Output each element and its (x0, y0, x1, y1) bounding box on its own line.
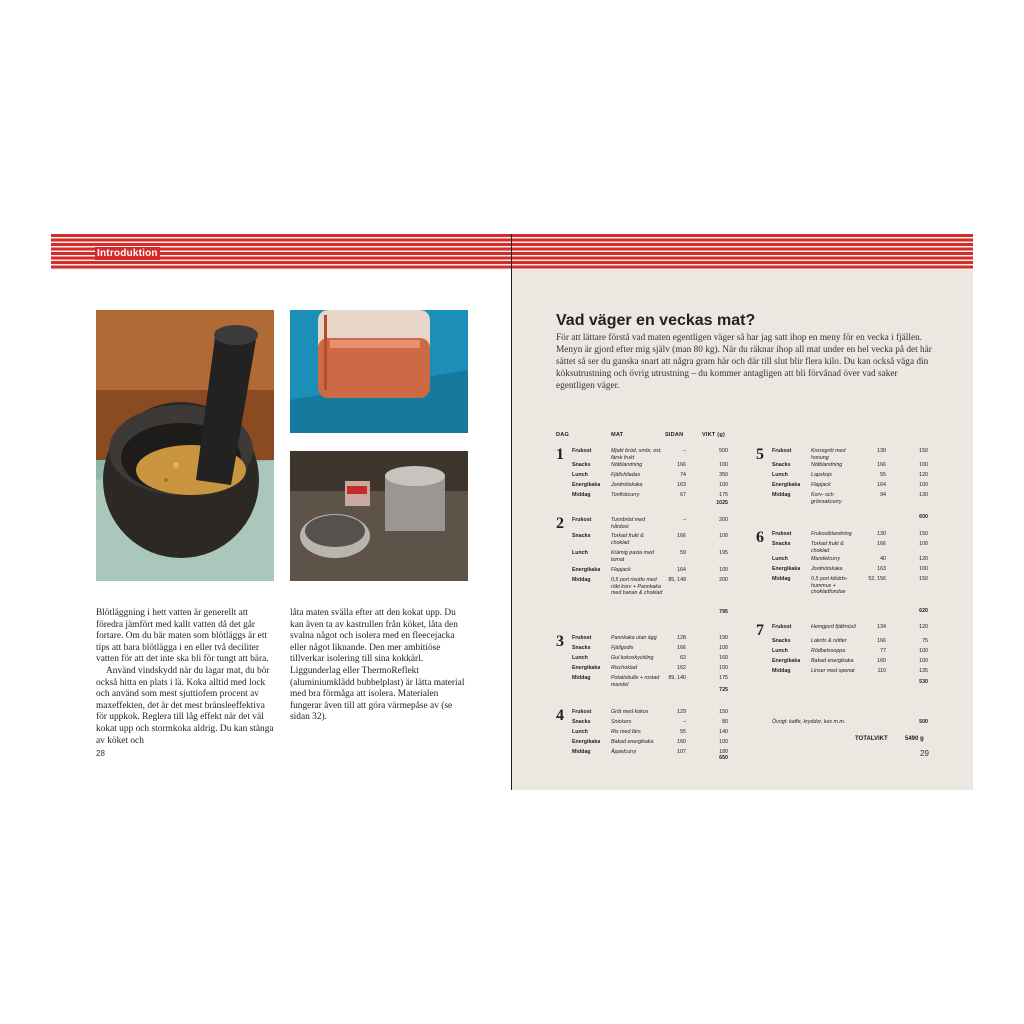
meal-type: Middag (572, 749, 591, 755)
recipe-page: 63 (680, 655, 686, 661)
food-name: Flapjack (811, 482, 831, 488)
day-total: 795 (719, 609, 728, 615)
weight-value: 100 (719, 665, 728, 671)
meal-type: Middag (572, 492, 591, 498)
food-name: Pannkaka utan ägg (611, 635, 657, 641)
food-name: Krämig pasta med tomat (611, 550, 654, 563)
meal-type: Lunch (572, 729, 588, 735)
weight-value: 80 (722, 719, 728, 725)
intro-text: För att lättare förstå vad maten egentligen väger så har jag satt ihop en meny för en vecka i fjällen. Menyn är gjord efter mig själv (man 80 kg). När du räknar ihop all mat under en hel vecka på det här sättet så ser du ganska snart att några gram här och där till slut blir flera kilo. Du kan också väga din köksutrustning och övrig utrustning – du kommer antagligen att bli förvånad över vad saker egentligen väger. (556, 333, 932, 391)
weight-value: 140 (719, 729, 728, 735)
weight-value: 175 (719, 492, 728, 498)
food-name: Linser med spenat (811, 668, 855, 674)
left-page (51, 270, 511, 790)
meal-type: Energikaka (572, 482, 601, 488)
weight-value: 100 (919, 541, 928, 547)
meal-type: Energikaka (572, 739, 601, 745)
weight-value: 100 (919, 462, 928, 468)
page-number-left: 28 (96, 749, 105, 758)
weight-value: 100 (919, 648, 928, 654)
food-name: Torkad frukt & choklad (811, 541, 844, 554)
recipe-page: 94 (880, 492, 886, 498)
meal-type: Lunch (772, 648, 788, 654)
paragraph: Blötläggning i hett vatten är generellt att föredra jämfört med kallt vatten då det går fortare. Om du bär maten som blötläggs är ett tips att bara blötlägga i en eller två deciliter vatten för att det inte ska bli för tungt att bära. (96, 608, 269, 665)
misc-value: 500 (919, 719, 928, 725)
weight-value: 150 (919, 448, 928, 454)
weight-value: 120 (919, 472, 928, 478)
weight-value: 100 (719, 462, 728, 468)
food-name: Tonfiskcurry (611, 492, 640, 498)
weight-value: 120 (919, 624, 928, 630)
food-name: Snickers (611, 719, 632, 725)
meal-type: Frukost (772, 624, 792, 630)
meal-type: Snacks (772, 638, 791, 644)
meal-type: Snacks (572, 462, 591, 468)
food-name: Flapjack (611, 567, 631, 573)
weight-value: 100 (919, 566, 928, 572)
weight-value: 100 (919, 482, 928, 488)
meal-type: Lunch (772, 472, 788, 478)
food-name: Lakrits & nötter (811, 638, 847, 644)
recipe-page: 89, 140 (668, 675, 686, 681)
meal-type: Energikaka (772, 482, 801, 488)
recipe-page: – (683, 448, 686, 454)
weight-value: 180 (719, 749, 728, 755)
weight-value: 150 (919, 576, 928, 582)
food-name: Korv- och grönsakcurry (811, 492, 842, 505)
day-number: 1 (556, 446, 564, 463)
recipe-page: 77 (880, 648, 886, 654)
recipe-page: – (683, 517, 686, 523)
weight-value: 200 (719, 517, 728, 523)
recipe-page: 107 (677, 749, 686, 755)
photo-jar (290, 310, 468, 433)
meal-type: Frukost (572, 448, 592, 454)
meal-type: Snacks (772, 462, 791, 468)
food-name: Fjällgodis (611, 645, 634, 651)
weight-value: 150 (919, 531, 928, 537)
food-name: Gul kokoskyckling (611, 655, 654, 661)
weight-value: 135 (919, 668, 928, 674)
meal-type: Energikaka (772, 566, 801, 572)
weight-value: 500 (719, 448, 728, 454)
meal-type: Snacks (572, 533, 591, 539)
day-total: 725 (719, 687, 728, 693)
food-name: Ris med färs (611, 729, 641, 735)
day-number: 6 (756, 529, 764, 546)
meal-type: Frukost (572, 517, 592, 523)
recipe-page: 166 (877, 462, 886, 468)
header-day: DAG (556, 432, 570, 438)
food-name: Potatisbulle + rostad mandel (611, 675, 660, 688)
recipe-page: 85, 149 (668, 577, 686, 583)
food-name: Nötblandning (811, 462, 843, 468)
recipe-page: 55 (680, 729, 686, 735)
food-name: 0,5 port kikärts-hummus + chokladfondue (811, 576, 848, 596)
meal-type: Frukost (572, 635, 592, 641)
weight-value: 100 (719, 482, 728, 488)
weight-value: 100 (719, 533, 728, 539)
recipe-page: 128 (677, 635, 686, 641)
meal-type: Lunch (572, 550, 588, 556)
total-value: 5490 g (905, 736, 924, 742)
recipe-page: 160 (877, 658, 886, 664)
food-name: Bakad energikaka (611, 739, 654, 745)
header-page: SIDAN (665, 432, 684, 438)
meal-type: Energikaka (772, 658, 801, 664)
day-total: 600 (919, 514, 928, 520)
meal-type: Energikaka (572, 567, 601, 573)
day-number: 7 (756, 622, 764, 639)
day-total: 530 (919, 679, 928, 685)
header-food: MAT (611, 432, 624, 438)
weight-value: 100 (919, 658, 928, 664)
weight-value: 100 (719, 739, 728, 745)
recipe-page: 40 (880, 556, 886, 562)
paragraph: låta maten svälla efter att den kokat upp. Du kan även ta av kastrullen från köket, låta den svalna något och isolera med en fleecejacka eller något liknande. Den mer ambitiöse tillverkar isolering till sina kokkärl. Liggunderlag eller ThermoReflekt (aluminiumklädd bubbelplast) är lätta material med bra förmåga att isolera. Materialen fungerar även till att göra värmepåse av (se sidan 32). (290, 608, 465, 723)
recipe-page: 166 (677, 645, 686, 651)
weight-value: 120 (919, 556, 928, 562)
food-name: Mandelcurry (811, 556, 841, 562)
recipe-page: 110 (877, 668, 886, 674)
meal-type: Snacks (572, 719, 591, 725)
meal-type: Lunch (772, 556, 788, 562)
day-total: 1025 (716, 500, 728, 506)
food-name: Jordnötskaka (811, 566, 843, 572)
body-column-2 (290, 608, 468, 724)
food-name: Frukostblandning (811, 531, 852, 537)
page-number-right: 29 (920, 749, 929, 758)
food-name: Torkad frukt & choklad (611, 533, 644, 546)
day-total: 650 (719, 755, 728, 761)
day-total: 620 (919, 608, 928, 614)
meal-type: Lunch (572, 472, 588, 478)
recipe-page: 163 (877, 566, 886, 572)
right-page (512, 270, 973, 790)
food-name: Bakad energikaka (811, 658, 854, 664)
weight-value: 130 (919, 492, 928, 498)
recipe-page: 129 (677, 709, 686, 715)
recipe-page: 166 (877, 541, 886, 547)
food-name: Jordnötskaka (611, 482, 643, 488)
meal-type: Snacks (772, 541, 791, 547)
misc-label: Övrigt: kaffe, kryddor, kex m.m. (772, 719, 846, 725)
recipe-page: 59 (680, 550, 686, 556)
body-column-1 (96, 608, 274, 747)
recipe-page: 74 (680, 472, 686, 478)
weight-value: 200 (719, 577, 728, 583)
red-stripe-banner (51, 234, 973, 270)
meal-type: Middag (772, 576, 791, 582)
recipe-page: 130 (877, 448, 886, 454)
meal-type: Middag (772, 492, 791, 498)
recipe-page: 160 (677, 739, 686, 745)
weight-value: 190 (719, 635, 728, 641)
page-heading: Vad väger en veckas mat? (556, 312, 756, 329)
day-number: 3 (556, 633, 564, 650)
day-number: 2 (556, 515, 564, 532)
recipe-page: 134 (877, 624, 886, 630)
meal-type: Middag (772, 668, 791, 674)
food-name: Fjällchiladas (611, 472, 641, 478)
food-name: Nötblandning (611, 462, 643, 468)
recipe-page: 67 (680, 492, 686, 498)
recipe-page: 52, 156 (868, 576, 886, 582)
weight-value: 100 (719, 567, 728, 573)
food-name: Tunnbröd med hårdost (611, 517, 646, 530)
recipe-page: 166 (677, 533, 686, 539)
meal-type: Energikaka (572, 665, 601, 671)
recipe-page: 164 (877, 482, 886, 488)
meal-type: Lunch (572, 655, 588, 661)
header-weight: VIKT (g) (702, 432, 726, 438)
food-name: Krossgröt med honung (811, 448, 846, 461)
recipe-page: 166 (877, 638, 886, 644)
food-name: 0,5 port risotto med rökt korv + Pannkaka med banan & choklad (611, 577, 663, 597)
meal-type: Frukost (772, 531, 792, 537)
recipe-page: 163 (677, 482, 686, 488)
meal-type: Frukost (572, 709, 592, 715)
food-name: Rischoklad (611, 665, 637, 671)
day-number: 4 (556, 707, 564, 724)
food-name: Rödbetssoppa (811, 648, 846, 654)
total-label: TOTALVIKT (855, 736, 888, 742)
food-name: Lapskojs (811, 472, 832, 478)
weight-value: 175 (719, 675, 728, 681)
recipe-page: 164 (677, 567, 686, 573)
menu-table (556, 430, 956, 760)
meal-type: Frukost (772, 448, 792, 454)
weight-value: 75 (922, 638, 928, 644)
food-name: Äppelcurry (611, 749, 637, 755)
food-name: Gröt med kokos (611, 709, 649, 715)
book-spread (51, 234, 973, 790)
photo-mortar-pestle (96, 310, 274, 581)
weight-value: 150 (719, 709, 728, 715)
weight-value: 100 (719, 645, 728, 651)
section-label: Introduktion (97, 248, 158, 259)
meal-type: Middag (572, 675, 591, 681)
book-spine (511, 234, 512, 790)
paragraph: Använd vindskydd när du lagar mat, du bör också hitta en plats i lä. Koka alltid med lock och använd som mest sjuttiofem procent av maxeffekten, det är det mest bränsleeffektiva för uppkok. Reglera till låg effekt när det väl kokat upp och stormkoka aldrig. Du kan stänga av köket och (96, 665, 274, 746)
food-name: Hemgjord fjällmüsli (811, 624, 856, 630)
recipe-page: 55 (880, 472, 886, 478)
recipe-page: – (683, 719, 686, 725)
day-number: 5 (756, 446, 764, 463)
meal-type: Snacks (572, 645, 591, 651)
weight-value: 160 (719, 655, 728, 661)
photo-camp-stove (290, 451, 468, 581)
recipe-page: 162 (677, 665, 686, 671)
food-name: Mjukt bröd, smör, ost, färsk frukt (611, 448, 662, 461)
weight-value: 195 (719, 550, 728, 556)
weight-value: 350 (719, 472, 728, 478)
meal-type: Middag (572, 577, 591, 583)
recipe-page: 166 (677, 462, 686, 468)
recipe-page: 130 (877, 531, 886, 537)
